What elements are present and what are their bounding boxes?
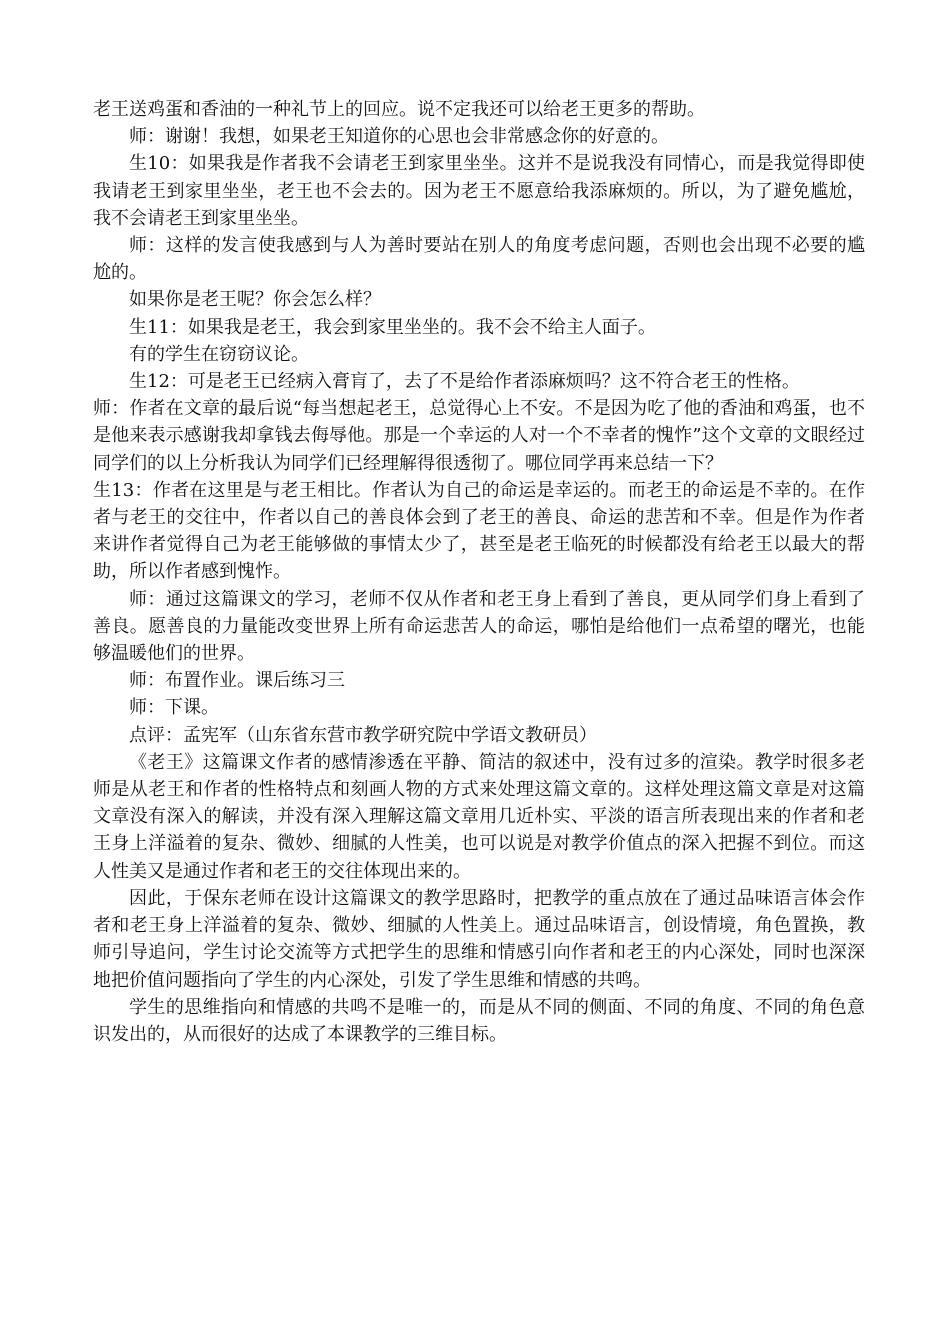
paragraph-16: 因此，于保东老师在设计这篇课文的教学思路时，把教学的重点放在了通过品味语言体会作者和老王身上洋溢着的复杂、微妙、细腻的人性美上。通过品味语言，创设情境，角色置换，教师引导追问，学生讨论交流等方式把学生的思维和情感引向作者和老王的内心深处，同时也深深地把价值问题指向了学生的内心深处，引发了学生思维和情感的共鸣。 xyxy=(93,887,865,991)
paragraph-5: 如果你是老王呢？你会怎么样？ xyxy=(129,289,381,311)
paragraph-17: 学生的思维指向和情感的共鸣不是唯一的，而是从不同的侧面、不同的角度、不同的角色意识发出的，从而很好的达成了本课教学的三维目标。 xyxy=(93,996,865,1045)
paragraph-11: 师：通过这篇课文的学习，老师不仅从作者和老王身上看到了善良，更从同学们身上看到了善良。愿善良的力量能改变世界上所有命运悲苦人的命运，哪怕是给他们一点希望的曙光，也能够温暖他们的世界。 xyxy=(93,588,865,665)
paragraph-15: 《老王》这篇课文作者的感情渗透在平静、简洁的叙述中，没有过多的渲染。教学时很多老师是从老王和作者的性格特点和刻画人物的方式来处理这篇文章的。这样处理这篇文章是对这篇文章没有深入的解读，并没有深入理解这篇文章用几近朴实、平淡的语言所表现出来的作者和老王身上洋溢着的复杂、微妙、细腻的人性美，也可以说是对教学价值点的深入把握不到位。而这人性美又是通过作者和老王的交往体现出来的。 xyxy=(93,751,865,882)
paragraph-8: 生12：可是老王已经病入膏肓了，去了不是给作者添麻烦吗？这不符合老王的性格。 xyxy=(129,371,800,393)
paragraph-7: 有的学生在窃窃议论。 xyxy=(129,343,309,365)
paragraph-10: 生13：作者在这里是与老王相比。作者认为自己的命运是幸运的。而老王的命运是不幸的。在作者与老王的交往中，作者以自己的善良体会到了老王的善良、命运的悲苦和不幸。但是作为作者来讲作者觉得自己为老王能够做的事情太少了，甚至是老王临死的时候都没有给老王以最大的帮助，所以作者感到愧怍。 xyxy=(93,479,865,583)
paragraph-14: 点评：孟宪军（山东省东营市教学研究院中学语文教研员） xyxy=(129,724,597,746)
paragraph-12: 师：布置作业。课后练习三 xyxy=(129,670,345,692)
paragraph-3: 生10：如果我是作者我不会请老王到家里坐坐。这并不是说我没有同情心，而是我觉得即使我请老王到家里坐坐，老王也不会去的。因为老王不愿意给我添麻烦的。所以，为了避免尴尬，我不会请老王到家里坐坐。 xyxy=(93,153,865,229)
paragraph-13: 师：下课。 xyxy=(129,697,219,719)
paragraph-4: 师：这样的发言使我感到与人为善时要站在别人的角度考虑问题，否则也会出现不必要的尴尬的。 xyxy=(93,235,865,284)
paragraph-9: 师：作者在文章的最后说“每当想起老王，总觉得心上不安。不是因为吃了他的香油和鸡蛋，也不是他来表示感谢我却拿钱去侮辱他。那是一个幸运的人对一个不幸者的愧怍”这个文章的文眼经过同学们的以上分析我认为同学们已经理解得很透彻了。哪位同学再来总结一下？ xyxy=(93,398,865,474)
paragraph-6: 生11：如果我是老王，我会到家里坐坐的。我不会不给主人面子。 xyxy=(129,316,656,338)
paragraph-1: 老王送鸡蛋和香油的一种礼节上的回应。说不定我还可以给老王更多的帮助。 xyxy=(93,99,705,120)
paragraph-2: 师：谢谢！我想，如果老王知道你的心思也会非常感念你的好意的。 xyxy=(129,126,669,148)
document-page xyxy=(93,96,865,1048)
